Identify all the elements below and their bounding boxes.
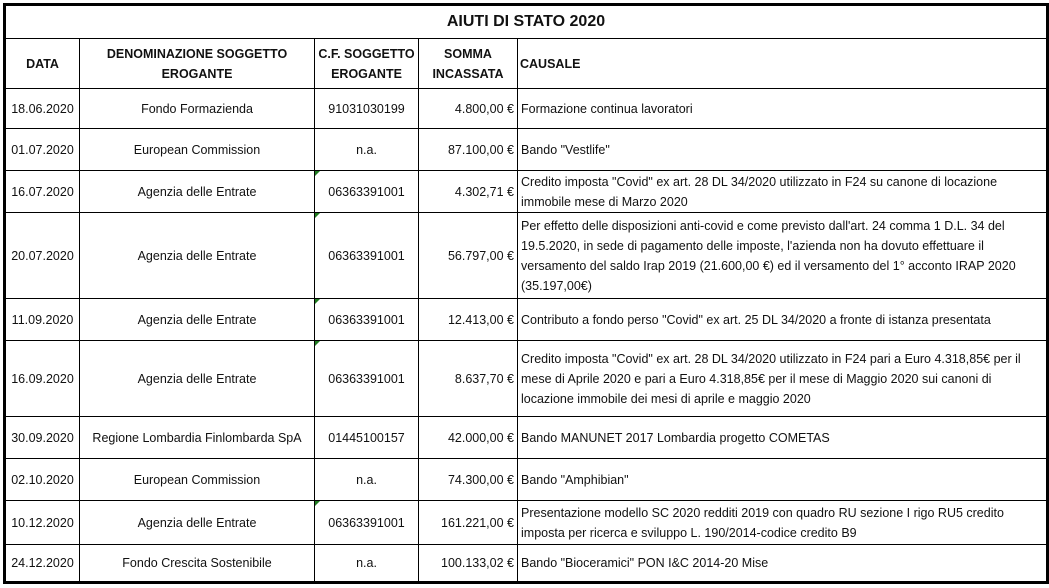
cell-cf-text: n.a. bbox=[356, 472, 377, 487]
cell-somma[interactable] bbox=[419, 417, 518, 459]
cell-causale-text: Contributo a fondo perso "Covid" ex art. 25 DL 34/2020 a fronte di istanza presentata bbox=[521, 312, 991, 327]
cell-cf-text: 06363391001 bbox=[328, 371, 405, 386]
cell-causale-text: Formazione continua lavoratori bbox=[521, 101, 693, 116]
cell-data[interactable] bbox=[5, 545, 80, 583]
cell-data[interactable] bbox=[5, 341, 80, 417]
cell-denominazione[interactable] bbox=[80, 459, 315, 501]
table-row bbox=[5, 341, 1048, 417]
cell-data[interactable] bbox=[5, 417, 80, 459]
cell-cf-text: 06363391001 bbox=[328, 248, 405, 263]
cell-causale-text: Presentazione modello SC 2020 redditi 2019 con quadro RU sezione I rigo RU5 credito imposta per ricerca e sviluppo L. 190/2014-codice credito B9 bbox=[521, 505, 1004, 540]
cell-causale[interactable] bbox=[518, 341, 1048, 417]
cell-causale[interactable] bbox=[518, 501, 1048, 545]
cell-error-indicator-icon bbox=[315, 341, 320, 346]
cell-data-text: 30.09.2020 bbox=[11, 430, 74, 445]
cell-data[interactable] bbox=[5, 89, 80, 129]
cell-data[interactable] bbox=[5, 501, 80, 545]
cell-cf[interactable] bbox=[315, 545, 419, 583]
cell-somma-text: 4.800,00 € bbox=[454, 101, 514, 116]
cell-data[interactable] bbox=[5, 129, 80, 171]
cell-cf[interactable] bbox=[315, 341, 419, 417]
table-row bbox=[5, 417, 1048, 459]
column-header-causale: CAUSALE bbox=[518, 39, 1048, 89]
cell-data[interactable] bbox=[5, 459, 80, 501]
cell-denominazione[interactable] bbox=[80, 417, 315, 459]
cell-causale[interactable] bbox=[518, 417, 1048, 459]
cell-causale[interactable] bbox=[518, 545, 1048, 583]
cell-denominazione[interactable] bbox=[80, 341, 315, 417]
cell-data[interactable] bbox=[5, 171, 80, 213]
cell-denominazione-text: Agenzia delle Entrate bbox=[137, 515, 257, 530]
cell-causale[interactable] bbox=[518, 89, 1048, 129]
cell-somma-text: 8.637,70 € bbox=[454, 371, 514, 386]
cell-denominazione-text: Agenzia delle Entrate bbox=[137, 184, 257, 199]
title-row bbox=[5, 5, 1048, 39]
cell-causale[interactable] bbox=[518, 129, 1048, 171]
cell-error-indicator-icon bbox=[315, 171, 320, 176]
cell-somma-text: 87.100,00 € bbox=[447, 142, 514, 157]
cell-error-indicator-icon bbox=[315, 299, 320, 304]
cell-denominazione-text: Regione Lombardia Finlombarda SpA bbox=[92, 430, 302, 445]
cell-causale-text: Credito imposta "Covid" ex art. 28 DL 34/2020 utilizzato in F24 su canone di locazione immobile mese di Marzo 2020 bbox=[521, 174, 998, 209]
cell-cf-text: 01445100157 bbox=[328, 430, 405, 445]
cell-cf-text: n.a. bbox=[356, 556, 377, 570]
cell-denominazione[interactable] bbox=[80, 129, 315, 171]
cell-data[interactable] bbox=[5, 213, 80, 299]
cell-somma[interactable] bbox=[419, 171, 518, 213]
cell-cf-text: n.a. bbox=[356, 142, 377, 157]
cell-somma[interactable] bbox=[419, 545, 518, 583]
cell-error-indicator-icon bbox=[315, 501, 320, 506]
cell-denominazione-text: Agenzia delle Entrate bbox=[137, 371, 257, 386]
cell-data-text: 16.09.2020 bbox=[11, 371, 74, 386]
column-header-data: DATA bbox=[5, 39, 80, 89]
cell-cf-text: 06363391001 bbox=[328, 515, 405, 530]
column-header-somma: SOMMA INCASSATA bbox=[419, 39, 518, 89]
cell-denominazione-text: European Commission bbox=[133, 142, 261, 157]
table-row bbox=[5, 545, 1048, 583]
table-row bbox=[5, 459, 1048, 501]
table-row bbox=[5, 171, 1048, 213]
cell-denominazione-text: Agenzia delle Entrate bbox=[137, 248, 257, 263]
cell-cf[interactable] bbox=[315, 417, 419, 459]
cell-denominazione[interactable] bbox=[80, 501, 315, 545]
table-row bbox=[5, 299, 1048, 341]
cell-data-text: 16.07.2020 bbox=[11, 184, 74, 199]
column-header-cf: C.F. SOGGETTO EROGANTE bbox=[315, 39, 419, 89]
cell-causale[interactable] bbox=[518, 459, 1048, 501]
cell-denominazione[interactable] bbox=[80, 545, 315, 583]
cell-somma[interactable] bbox=[419, 129, 518, 171]
table-row bbox=[5, 213, 1048, 299]
cell-cf-text: 06363391001 bbox=[328, 312, 405, 327]
cell-somma[interactable] bbox=[419, 213, 518, 299]
table-row bbox=[5, 89, 1048, 129]
cell-cf[interactable] bbox=[315, 171, 419, 213]
column-header-denominazione: DENOMINAZIONE SOGGETTO EROGANTE bbox=[80, 39, 315, 89]
cell-cf[interactable] bbox=[315, 89, 419, 129]
cell-denominazione[interactable] bbox=[80, 213, 315, 299]
cell-denominazione[interactable] bbox=[80, 299, 315, 341]
cell-somma-text: 4.302,71 € bbox=[454, 184, 514, 199]
cell-denominazione-text: Fondo Crescita Sostenibile bbox=[122, 556, 272, 570]
header-row bbox=[5, 39, 1048, 89]
cell-somma[interactable] bbox=[419, 459, 518, 501]
cell-data-text: 11.09.2020 bbox=[11, 312, 74, 327]
cell-somma[interactable] bbox=[419, 89, 518, 129]
cell-somma[interactable] bbox=[419, 299, 518, 341]
cell-causale-text: Bando "Amphibian" bbox=[521, 472, 629, 487]
cell-data-text: 18.06.2020 bbox=[11, 101, 74, 116]
cell-cf[interactable] bbox=[315, 129, 419, 171]
cell-somma-text: 161.221,00 € bbox=[441, 515, 514, 530]
cell-somma-text: 74.300,00 € bbox=[447, 472, 514, 487]
cell-causale[interactable] bbox=[518, 299, 1048, 341]
table-row bbox=[5, 129, 1048, 171]
cell-data-text: 20.07.2020 bbox=[11, 248, 74, 263]
cell-somma[interactable] bbox=[419, 501, 518, 545]
cell-causale-text: Bando MANUNET 2017 Lombardia progetto COMETAS bbox=[521, 430, 830, 445]
cell-somma-text: 100.133,02 € bbox=[441, 556, 514, 570]
cell-causale[interactable] bbox=[518, 171, 1048, 213]
cell-denominazione-text: Fondo Formazienda bbox=[141, 101, 253, 116]
cell-cf[interactable] bbox=[315, 459, 419, 501]
cell-causale-text: Bando "Vestlife" bbox=[521, 142, 610, 157]
cell-denominazione-text: Agenzia delle Entrate bbox=[137, 312, 257, 327]
cell-denominazione[interactable] bbox=[80, 171, 315, 213]
cell-causale-text: Bando "Bioceramici" PON I&C 2014-20 Mise bbox=[521, 556, 769, 570]
cell-cf[interactable] bbox=[315, 501, 419, 545]
cell-cf[interactable] bbox=[315, 299, 419, 341]
state-aid-table bbox=[3, 3, 1049, 584]
cell-somma[interactable] bbox=[419, 341, 518, 417]
cell-somma-text: 42.000,00 € bbox=[447, 430, 514, 445]
table-title: AIUTI DI STATO 2020 bbox=[5, 5, 1048, 39]
table-row bbox=[5, 501, 1048, 545]
cell-causale-text: Per effetto delle disposizioni anti-covid e come previsto dall'art. 24 comma 1 D.L. 34 del 19.5.2020, in sede di pagamento delle imposte, l'azienda non ha dovuto effettuare il versamento del saldo Irap 2019 (21.600,00 €) ed il versamento del 1° acconto IRAP 2020 (35.197,00€) bbox=[521, 218, 1016, 293]
cell-causale-text: Credito imposta "Covid" ex art. 28 DL 34/2020 utilizzato in F24 pari a Euro 4.318,85€ per il mese di Aprile 2020 e pari a Euro 4.318,85€ per il mese di Maggio 2020 sui canoni di locazione immobile dei mesi di aprile e maggio 2020 bbox=[521, 351, 1021, 406]
cell-data-text: 01.07.2020 bbox=[11, 142, 74, 157]
cell-cf-text: 91031030199 bbox=[328, 101, 405, 116]
cell-denominazione[interactable] bbox=[80, 89, 315, 129]
cell-error-indicator-icon bbox=[315, 213, 320, 218]
cell-cf-text: 06363391001 bbox=[328, 184, 405, 199]
cell-somma-text: 56.797,00 € bbox=[447, 248, 514, 263]
cell-data[interactable] bbox=[5, 299, 80, 341]
cell-denominazione-text: European Commission bbox=[133, 472, 261, 487]
cell-data-text: 10.12.2020 bbox=[11, 515, 74, 530]
cell-data-text: 02.10.2020 bbox=[11, 472, 74, 487]
cell-causale[interactable] bbox=[518, 213, 1048, 299]
cell-data-text: 24.12.2020 bbox=[11, 556, 74, 570]
cell-cf[interactable] bbox=[315, 213, 419, 299]
cell-somma-text: 12.413,00 € bbox=[447, 312, 514, 327]
